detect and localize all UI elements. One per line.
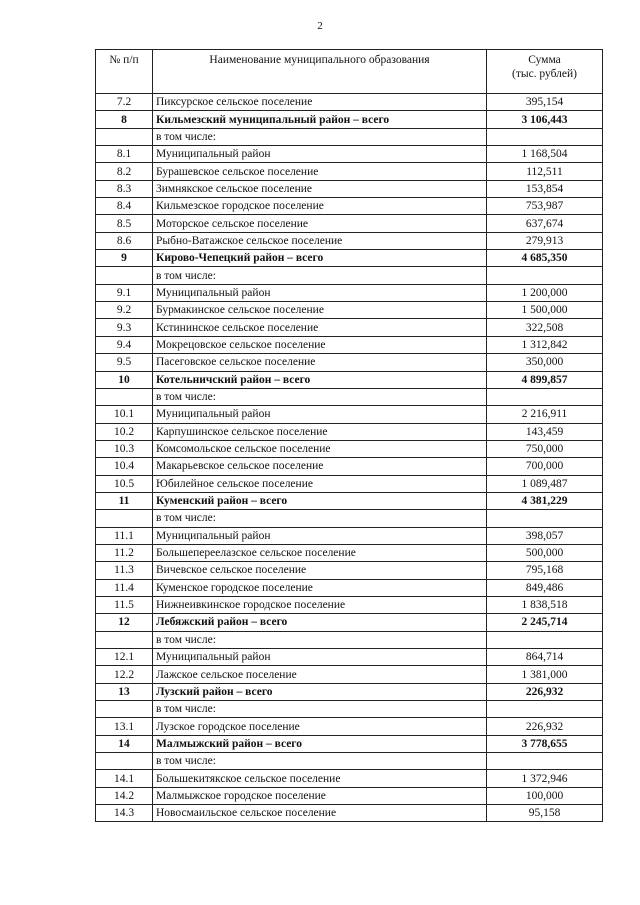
cell-name: Муниципальный район	[153, 527, 487, 544]
cell-name: Юбилейное сельское поселение	[153, 475, 487, 492]
cell-num: 12.1	[96, 649, 153, 666]
cell-num: 14.3	[96, 805, 153, 822]
cell-num: 9.4	[96, 336, 153, 353]
table-row	[96, 146, 603, 163]
cell-sum: 226,932	[487, 718, 603, 735]
cell-name: Муниципальный район	[153, 146, 487, 163]
cell-sum: 4 899,857	[487, 371, 603, 388]
table-row	[96, 475, 603, 492]
table-row-total	[96, 735, 603, 752]
cell-num: 11.1	[96, 527, 153, 544]
cell-name: Лебяжский район – всего	[153, 614, 487, 631]
cell-name: Пасеговское сельское поселение	[153, 354, 487, 371]
cell-num: 9	[96, 250, 153, 267]
cell-num: 14	[96, 735, 153, 752]
cell-name: Зимнякское сельское поселение	[153, 180, 487, 197]
cell-sum: 226,932	[487, 683, 603, 700]
cell-num: 10.3	[96, 440, 153, 457]
cell-name: Лузское городское поселение	[153, 718, 487, 735]
cell-num: 9.3	[96, 319, 153, 336]
cell-num: 7.2	[96, 94, 153, 111]
table-row	[96, 232, 603, 249]
cell-name: Муниципальный район	[153, 649, 487, 666]
cell-name: в том числе:	[153, 267, 487, 284]
cell-num: 10.4	[96, 458, 153, 475]
table-row-total	[96, 683, 603, 700]
cell-num: 9.5	[96, 354, 153, 371]
cell-sum	[487, 631, 603, 648]
table-row	[96, 544, 603, 561]
cell-num	[96, 701, 153, 718]
cell-sum: 795,168	[487, 562, 603, 579]
cell-sum: 3 778,655	[487, 735, 603, 752]
cell-num: 8.5	[96, 215, 153, 232]
header-sum	[487, 50, 603, 94]
cell-sum	[487, 701, 603, 718]
cell-num	[96, 510, 153, 527]
table-row	[96, 458, 603, 475]
table-row	[96, 649, 603, 666]
table-row-subheading	[96, 388, 603, 405]
cell-name: Малмыжский район – всего	[153, 735, 487, 752]
table-row	[96, 666, 603, 683]
cell-sum: 849,486	[487, 579, 603, 596]
cell-num: 11.2	[96, 544, 153, 561]
cell-num: 13	[96, 683, 153, 700]
table-row	[96, 805, 603, 822]
cell-num	[96, 128, 153, 145]
cell-sum: 1 168,504	[487, 146, 603, 163]
table-row	[96, 284, 603, 301]
cell-num: 10	[96, 371, 153, 388]
cell-name: Нижнеивкинское городское поселение	[153, 596, 487, 613]
cell-num: 12.2	[96, 666, 153, 683]
budget-allocation-table	[95, 49, 603, 822]
cell-num	[96, 267, 153, 284]
cell-name: в том числе:	[153, 753, 487, 770]
cell-sum: 95,158	[487, 805, 603, 822]
table-row	[96, 94, 603, 111]
cell-sum: 2 245,714	[487, 614, 603, 631]
cell-sum: 1 500,000	[487, 302, 603, 319]
table-header-row	[96, 50, 603, 94]
cell-num: 10.1	[96, 406, 153, 423]
header-name: Наименование муниципального образования	[153, 50, 487, 94]
cell-name: Большепереелазское сельское поселение	[153, 544, 487, 561]
cell-name: Макарьевское сельское поселение	[153, 458, 487, 475]
page-number: 2	[317, 20, 323, 32]
table-row-subheading	[96, 753, 603, 770]
table-row	[96, 440, 603, 457]
cell-num: 12	[96, 614, 153, 631]
table-row	[96, 336, 603, 353]
cell-name: Кильмезский муниципальный район – всего	[153, 111, 487, 128]
cell-name: в том числе:	[153, 128, 487, 145]
cell-name: Бурашевское сельское поселение	[153, 163, 487, 180]
header-sum-line1: Сумма	[528, 54, 561, 66]
cell-sum	[487, 128, 603, 145]
table-row	[96, 302, 603, 319]
table-body	[96, 94, 603, 822]
cell-num	[96, 753, 153, 770]
cell-num: 8.4	[96, 198, 153, 215]
cell-name: в том числе:	[153, 388, 487, 405]
cell-sum: 112,511	[487, 163, 603, 180]
table-row-total	[96, 250, 603, 267]
table-row-total	[96, 614, 603, 631]
table-row	[96, 579, 603, 596]
cell-name: Кильмезское городское поселение	[153, 198, 487, 215]
cell-num: 11	[96, 492, 153, 509]
table-row	[96, 423, 603, 440]
cell-name: Малмыжское городское поселение	[153, 787, 487, 804]
cell-num: 8	[96, 111, 153, 128]
table-row-subheading	[96, 631, 603, 648]
table-row-total	[96, 111, 603, 128]
header-num: № п/п	[96, 50, 153, 94]
cell-sum: 1 200,000	[487, 284, 603, 301]
cell-sum	[487, 510, 603, 527]
cell-num: 9.2	[96, 302, 153, 319]
cell-sum: 864,714	[487, 649, 603, 666]
cell-sum: 750,000	[487, 440, 603, 457]
cell-sum: 753,987	[487, 198, 603, 215]
table-row	[96, 163, 603, 180]
cell-sum	[487, 753, 603, 770]
cell-sum: 1 089,487	[487, 475, 603, 492]
table-row	[96, 718, 603, 735]
cell-num: 8.6	[96, 232, 153, 249]
table-row	[96, 562, 603, 579]
cell-sum: 500,000	[487, 544, 603, 561]
table-row	[96, 198, 603, 215]
cell-num: 11.4	[96, 579, 153, 596]
cell-name: Карпушинское сельское поселение	[153, 423, 487, 440]
cell-sum	[487, 388, 603, 405]
cell-name: Пиксурское сельское поселение	[153, 94, 487, 111]
cell-name: Куменское городское поселение	[153, 579, 487, 596]
table-row	[96, 319, 603, 336]
cell-sum: 153,854	[487, 180, 603, 197]
cell-name: Куменский район – всего	[153, 492, 487, 509]
cell-sum: 4 381,229	[487, 492, 603, 509]
cell-sum	[487, 267, 603, 284]
cell-sum: 700,000	[487, 458, 603, 475]
cell-name: Новосмаильское сельское поселение	[153, 805, 487, 822]
table-row-subheading	[96, 701, 603, 718]
table-row-total	[96, 492, 603, 509]
table-row-subheading	[96, 128, 603, 145]
table-row	[96, 596, 603, 613]
cell-sum: 1 372,946	[487, 770, 603, 787]
cell-num: 13.1	[96, 718, 153, 735]
cell-sum: 143,459	[487, 423, 603, 440]
table-row	[96, 354, 603, 371]
cell-name: в том числе:	[153, 701, 487, 718]
cell-sum: 3 106,443	[487, 111, 603, 128]
table-row	[96, 770, 603, 787]
cell-name: Лажское сельское поселение	[153, 666, 487, 683]
cell-sum: 395,154	[487, 94, 603, 111]
cell-sum: 398,057	[487, 527, 603, 544]
cell-num: 8.3	[96, 180, 153, 197]
cell-num: 11.3	[96, 562, 153, 579]
table-row	[96, 180, 603, 197]
cell-name: Бурмакинское сельское поселение	[153, 302, 487, 319]
table-row-total	[96, 371, 603, 388]
cell-name: Мокрецовское сельское поселение	[153, 336, 487, 353]
cell-sum: 4 685,350	[487, 250, 603, 267]
cell-sum: 322,508	[487, 319, 603, 336]
cell-name: Комсомольское сельское поселение	[153, 440, 487, 457]
cell-name: Муниципальный район	[153, 284, 487, 301]
cell-sum: 350,000	[487, 354, 603, 371]
table-row	[96, 787, 603, 804]
cell-name: Рыбно-Ватажское сельское поселение	[153, 232, 487, 249]
cell-num: 14.1	[96, 770, 153, 787]
cell-sum: 279,913	[487, 232, 603, 249]
cell-num	[96, 388, 153, 405]
table-row	[96, 406, 603, 423]
cell-name: в том числе:	[153, 510, 487, 527]
cell-num: 10.2	[96, 423, 153, 440]
table-row-subheading	[96, 510, 603, 527]
cell-sum: 100,000	[487, 787, 603, 804]
cell-name: Котельничский район – всего	[153, 371, 487, 388]
cell-num: 8.2	[96, 163, 153, 180]
cell-sum: 1 312,842	[487, 336, 603, 353]
header-sum-line2: (тыс. рублей)	[511, 68, 578, 80]
cell-name: Вичевское сельское поселение	[153, 562, 487, 579]
cell-num	[96, 631, 153, 648]
cell-name: Кирово-Чепецкий район – всего	[153, 250, 487, 267]
cell-name: в том числе:	[153, 631, 487, 648]
table-row	[96, 215, 603, 232]
cell-num: 9.1	[96, 284, 153, 301]
cell-num: 10.5	[96, 475, 153, 492]
cell-num: 11.5	[96, 596, 153, 613]
cell-sum: 637,674	[487, 215, 603, 232]
cell-sum: 2 216,911	[487, 406, 603, 423]
cell-name: Кстининское сельское поселение	[153, 319, 487, 336]
cell-name: Моторское сельское поселение	[153, 215, 487, 232]
table-row	[96, 527, 603, 544]
cell-sum: 1 838,518	[487, 596, 603, 613]
cell-sum: 1 381,000	[487, 666, 603, 683]
cell-name: Лузский район – всего	[153, 683, 487, 700]
cell-name: Муниципальный район	[153, 406, 487, 423]
cell-num: 14.2	[96, 787, 153, 804]
cell-num: 8.1	[96, 146, 153, 163]
cell-name: Большекитякское сельское поселение	[153, 770, 487, 787]
table-row-subheading	[96, 267, 603, 284]
